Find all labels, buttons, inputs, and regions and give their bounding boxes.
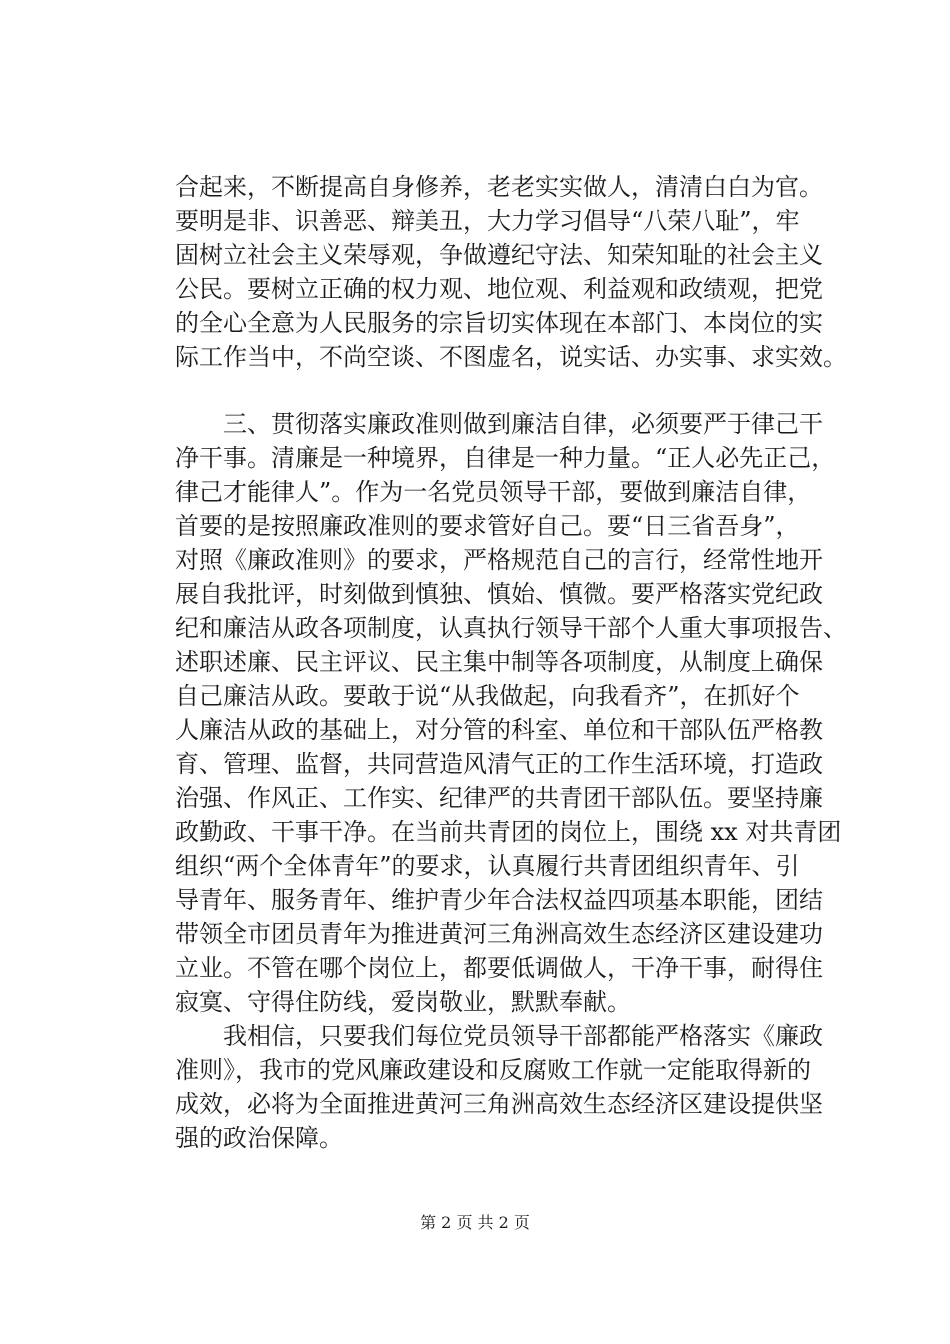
- text-line: 公民。要树立正确的权力观、地位观、利益观和政绩观，把党: [175, 275, 823, 303]
- text-line: 育、管理、监督，共同营造风清气正的工作生活环境，打造政: [175, 750, 823, 778]
- text-line: 展自我批评，时刻做到慎独、慎始、慎微。要严格落实党纪政: [175, 580, 823, 608]
- text-line: 治强、作风正、工作实、纪律严的共青团干部队伍。要坚持廉: [175, 784, 823, 812]
- paragraph-3: [175, 1019, 823, 1155]
- text-line: 固树立社会主义荣辱观，争做遵纪守法、知荣知耻的社会主义: [175, 241, 823, 269]
- text-line: 首要的是按照廉政准则的要求管好自己。要“日三省吾身”，: [175, 512, 800, 540]
- text-line: 三、贯彻落实廉政准则做到廉洁自律，必须要严于律己干: [175, 410, 823, 438]
- text-line: 合起来，不断提高自身修养，老老实实做人，清清白白为官。: [175, 173, 823, 201]
- text-line: 净干事。清廉是一种境界，自律是一种力量。“正人必先正己，: [175, 444, 836, 472]
- text-line: 立业。不管在哪个岗位上，都要低调做人，干净干事，耐得住: [175, 954, 823, 982]
- text-line: 我相信，只要我们每位党员领导干部都能严格落实《廉政: [175, 1022, 823, 1050]
- text-line: 成效，必将为全面推进黄河三角洲高效生态经济区建设提供坚: [175, 1090, 823, 1118]
- text-line: 准则》，我市的党风廉政建设和反腐败工作就一定能取得新的: [175, 1056, 811, 1084]
- paragraph-1: [175, 170, 847, 374]
- text-line: 自己廉洁从政。要敢于说“从我做起，向我看齐”，在抓好个: [175, 682, 800, 710]
- text-line: 述职述廉、民主评议、民主集中制等各项制度，从制度上确保: [175, 648, 823, 676]
- paragraph-2: [175, 407, 847, 1019]
- text-line: 人廉洁从政的基础上，对分管的科室、单位和干部队伍严格教: [175, 716, 823, 744]
- text-line: 导青年、服务青年、维护青少年合法权益四项基本职能，团结: [175, 886, 823, 914]
- text-line: 政勤政、干事干净。在当前共青团的岗位上，围绕 xx 对共青团: [175, 818, 842, 846]
- text-line: 组织“两个全体青年”的要求，认真履行共青团组织青年、引: [175, 852, 800, 880]
- text-line: 寂寞、守得住防线，爱岗敬业，默默奉献。: [175, 988, 631, 1016]
- text-line: 对照《廉政准则》的要求，严格规范自己的言行，经常性地开: [175, 546, 823, 574]
- text-line: 纪和廉洁从政各项制度，认真执行领导干部个人重大事项报告、: [175, 614, 847, 642]
- text-line: 要明是非、识善恶、辩美丑，大力学习倡导“八荣八耻”，牢: [175, 207, 800, 235]
- text-line: 际工作当中，不尚空谈、不图虚名，说实话、办实事、求实效。: [175, 343, 847, 371]
- page-footer: 第 2 页 共 2 页: [420, 1213, 530, 1232]
- text-line: 带领全市团员青年为推进黄河三角洲高效生态经济区建设建功: [175, 920, 823, 948]
- text-line: 的全心全意为人民服务的宗旨切实体现在本部门、本岗位的实: [175, 309, 823, 337]
- text-line: 律己才能律人”。作为一名党员领导干部，要做到廉洁自律，: [175, 478, 812, 506]
- text-line: 强的政治保障。: [175, 1124, 343, 1152]
